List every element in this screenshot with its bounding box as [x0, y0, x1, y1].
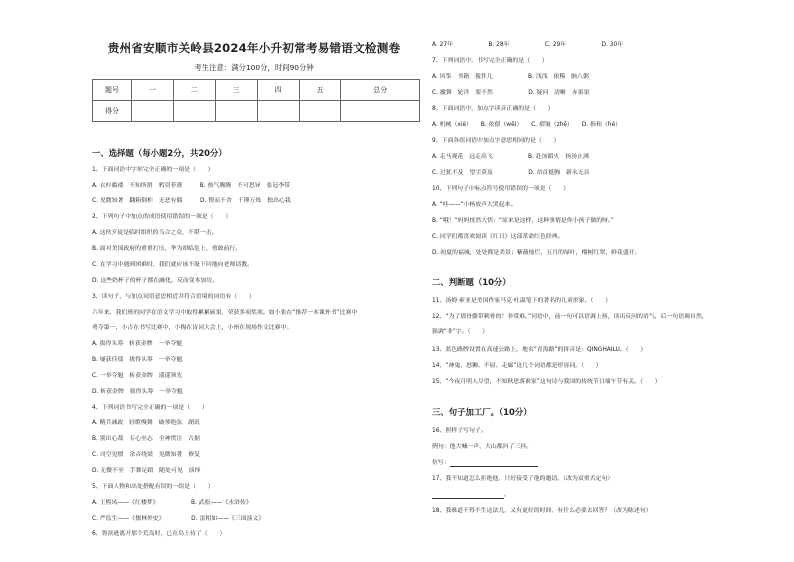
option-line: D. 初夏的福城，处处都是美景；紫薇灿烂，五月的绿叶，榴树红翠，鲜花盛开。 [432, 250, 641, 256]
score-table [92, 79, 420, 122]
question-line: 5、下面人物和出处搭配有误的一组是（ ） [92, 484, 214, 490]
question-line: 17、我不知道怎么拒绝他，只好接受了他的邀请。（改为双重否定句） [432, 476, 614, 482]
score-input-cell[interactable] [341, 101, 420, 122]
question-line: 9、下面各组词语中加点字意思相同的是（ ） [432, 138, 560, 144]
judge-line: 12、“为了那骨骼带刺骨的！非常难。”词语中，前一句可以语调上扬，读出反问的语气，后一句语调自然， [432, 314, 708, 320]
score-cell: 得分 [93, 101, 132, 122]
score-table-score-row [93, 101, 420, 122]
question-line: 10、下列句子中标点符号使用错误的一项是（ ） [432, 186, 570, 192]
option-line: C. 在学习中遇到困难时，我们就应该不耻下问地向老师请教。 [92, 262, 254, 268]
write-label: 仿写： [432, 460, 450, 466]
question-line: 18、我难道不得不生这法儿，又有更好的时间，有什么必要去回答？（改为陈述句） [432, 508, 652, 514]
question-line: 3、读句子，与加点词语意思相近并符合语境的词语有（ ） [92, 294, 255, 300]
question-line: 2、下列句子中加点的成语使用错误的一项是（ ） [92, 214, 232, 220]
score-cell: 二 [173, 80, 215, 101]
section3-title: 三、句子加工厂。（10分） [432, 407, 532, 417]
judge-line: 11、汤姆·索亚是美国作家马克·吐温笔下的著名的儿童形象。（ ） [432, 298, 612, 304]
score-input-cell[interactable] [257, 101, 299, 122]
option-line: D. 这些奶杯子的杯子都在融化，反而变本加厉。 [92, 278, 219, 284]
score-input-cell[interactable] [173, 101, 215, 122]
score-cell: 四 [257, 80, 299, 101]
example-line: 例句：他大喊一声，大山都抖了三抖。 [432, 444, 533, 450]
judge-line: 13、蓝色路牌设置在高速公路上，地名“青海路”的拼音是：QINGHAILU。（ ） [432, 347, 647, 353]
judge-line: 14、“神鬼、怒狮、不屈、走廊”这几个词语都是形容词。（ ） [432, 363, 602, 369]
passage-line: 勇夺第一，小吉在书写比赛中，小梅在诗词大会上，小州在现场作文比赛中。 [92, 325, 293, 331]
score-cell: 题号 [93, 80, 132, 101]
score-input-cell[interactable] [215, 101, 257, 122]
answer-line [432, 491, 510, 499]
exam-notice: 考生注意：满分100分，时间90分钟 [194, 63, 314, 72]
option-line: D. 无微不至 手舞足蹈 随处可见 演绎 [92, 468, 201, 474]
option-line: B. “哦！”妈妈恍然大悟：“原来是这样，这种事情是你小孩子做的呀。” [432, 218, 614, 224]
section2-title: 二、判断题（10分） [432, 277, 511, 287]
option-line: B. 屡获佳绩 拔得头筹 一举夺魁 [92, 357, 183, 363]
answer-blank[interactable] [432, 492, 504, 499]
answer-blank[interactable] [450, 460, 538, 467]
score-cell: 一 [132, 80, 174, 101]
score-input-cell[interactable] [299, 101, 341, 122]
option-line: A. “哇——”小杨放声大哭起来。 [432, 202, 517, 208]
question-line: 8、下面词语中，加点字读音正确的是（ ） [432, 106, 554, 112]
option-line: A. 拔得头筹 斩获金牌 一举夺魁 [92, 341, 183, 347]
option-line: D. 斩获金牌 拔得头筹 一举夺魁 [92, 389, 183, 395]
question-line: 4、下列词语书写完全正确的一项是（ ） [92, 405, 208, 411]
score-input-cell[interactable] [132, 101, 174, 122]
passage-line: 六年来，我们班的同学在语文学习中取得累累硕果，荣获多项奖项。如小张在“推荐一本课外书”比赛中 [92, 310, 358, 316]
judge-line: 15、“今夜月明人尽望，不知秋思落谁家”这句诗与我国的传统节日端午节有关。（ ） [432, 379, 661, 385]
option-line: A. 精兵减政 轻歌慢舞 破琴绝弦 湖讯 [92, 420, 200, 426]
question-line: 6、鲁滨逊离开那个荒岛时，已在岛上待了（ ） [92, 531, 226, 537]
judge-line: 强调“非”字。（ ） [432, 329, 489, 335]
write-line [432, 459, 538, 467]
score-cell: 五 [299, 80, 341, 101]
option-line: C. 一举夺魁 斩获金牌 遥遥领先 [92, 373, 183, 379]
question-line: 7、下列词语中，书写完全正确的是（ ） [432, 58, 548, 64]
option-line: C. 司空见惯 余音绕梁 见微知著 修复 [92, 452, 200, 458]
option-line: C. 严监生——《儒林外史》 D. 雷相如——《三国演义》 [92, 516, 265, 522]
option-line: A. 27年 B. 28年 C. 29年 D. 30年 [432, 42, 624, 48]
option-line: C. 过犹不及 望尘莫及 D. 昂首挺胸 新永无首 [432, 170, 590, 176]
page-title: 贵州省安顺市关岭县2024年小升初常考易错语文检测卷 [107, 41, 401, 55]
section1-title: 一、选择题（每小题2分，共20分） [92, 148, 227, 158]
score-cell: 三 [215, 80, 257, 101]
question-line: 1、下面词语中字形完全正确的一项是（ ） [92, 167, 214, 173]
option-line: B. 面对美国政府的重重打压，华为却临危上，勇敢前行。 [92, 246, 242, 252]
question-line: 16、照样子写句子。 [432, 428, 487, 434]
option-line: C. 同学们都喜欢阅读《红日》这部革命红色经典。 [432, 234, 564, 240]
option-line: A. 风筝 书籍 搅拌儿 B. 浅浅 依稀 脑八粥 [432, 74, 589, 80]
option-line: A. 衣衫褴褛 不知所措 鸦羽菲薄 B. 热气腾腾 不可思异 张冠李带 [92, 183, 291, 189]
option-line: A. 王熙凤——《红楼梦》 B. 武松——《水浒传》 [92, 500, 252, 506]
option-line: C. 见微知著 翻箱倒柜 无恶有偶 D. 锲而不舍 千锤万炼 独出心栽 [92, 198, 291, 204]
option-line: B. 别出心裁 专心至志 全神贯注 占据 [92, 436, 200, 442]
option-line: C. 撤舞 轮洋 要不然 D. 疑问 清晰 赤果果 [432, 90, 590, 96]
score-cell: 总分 [341, 80, 420, 101]
option-line: A. 机械（xiè） B. 依偎（wēi） C. 褶皱（zhě） D. 指和（hé） [432, 122, 621, 128]
score-table-header-row [93, 80, 420, 101]
period-mark: 。 [504, 492, 510, 498]
option-line: A. 走马观花 远走高飞 B. 赴汤蹈火 扬汤止沸 [432, 154, 589, 160]
option-line: A. 这伙歹徒是临时组织的乌合之众，不堪一击。 [92, 230, 218, 236]
